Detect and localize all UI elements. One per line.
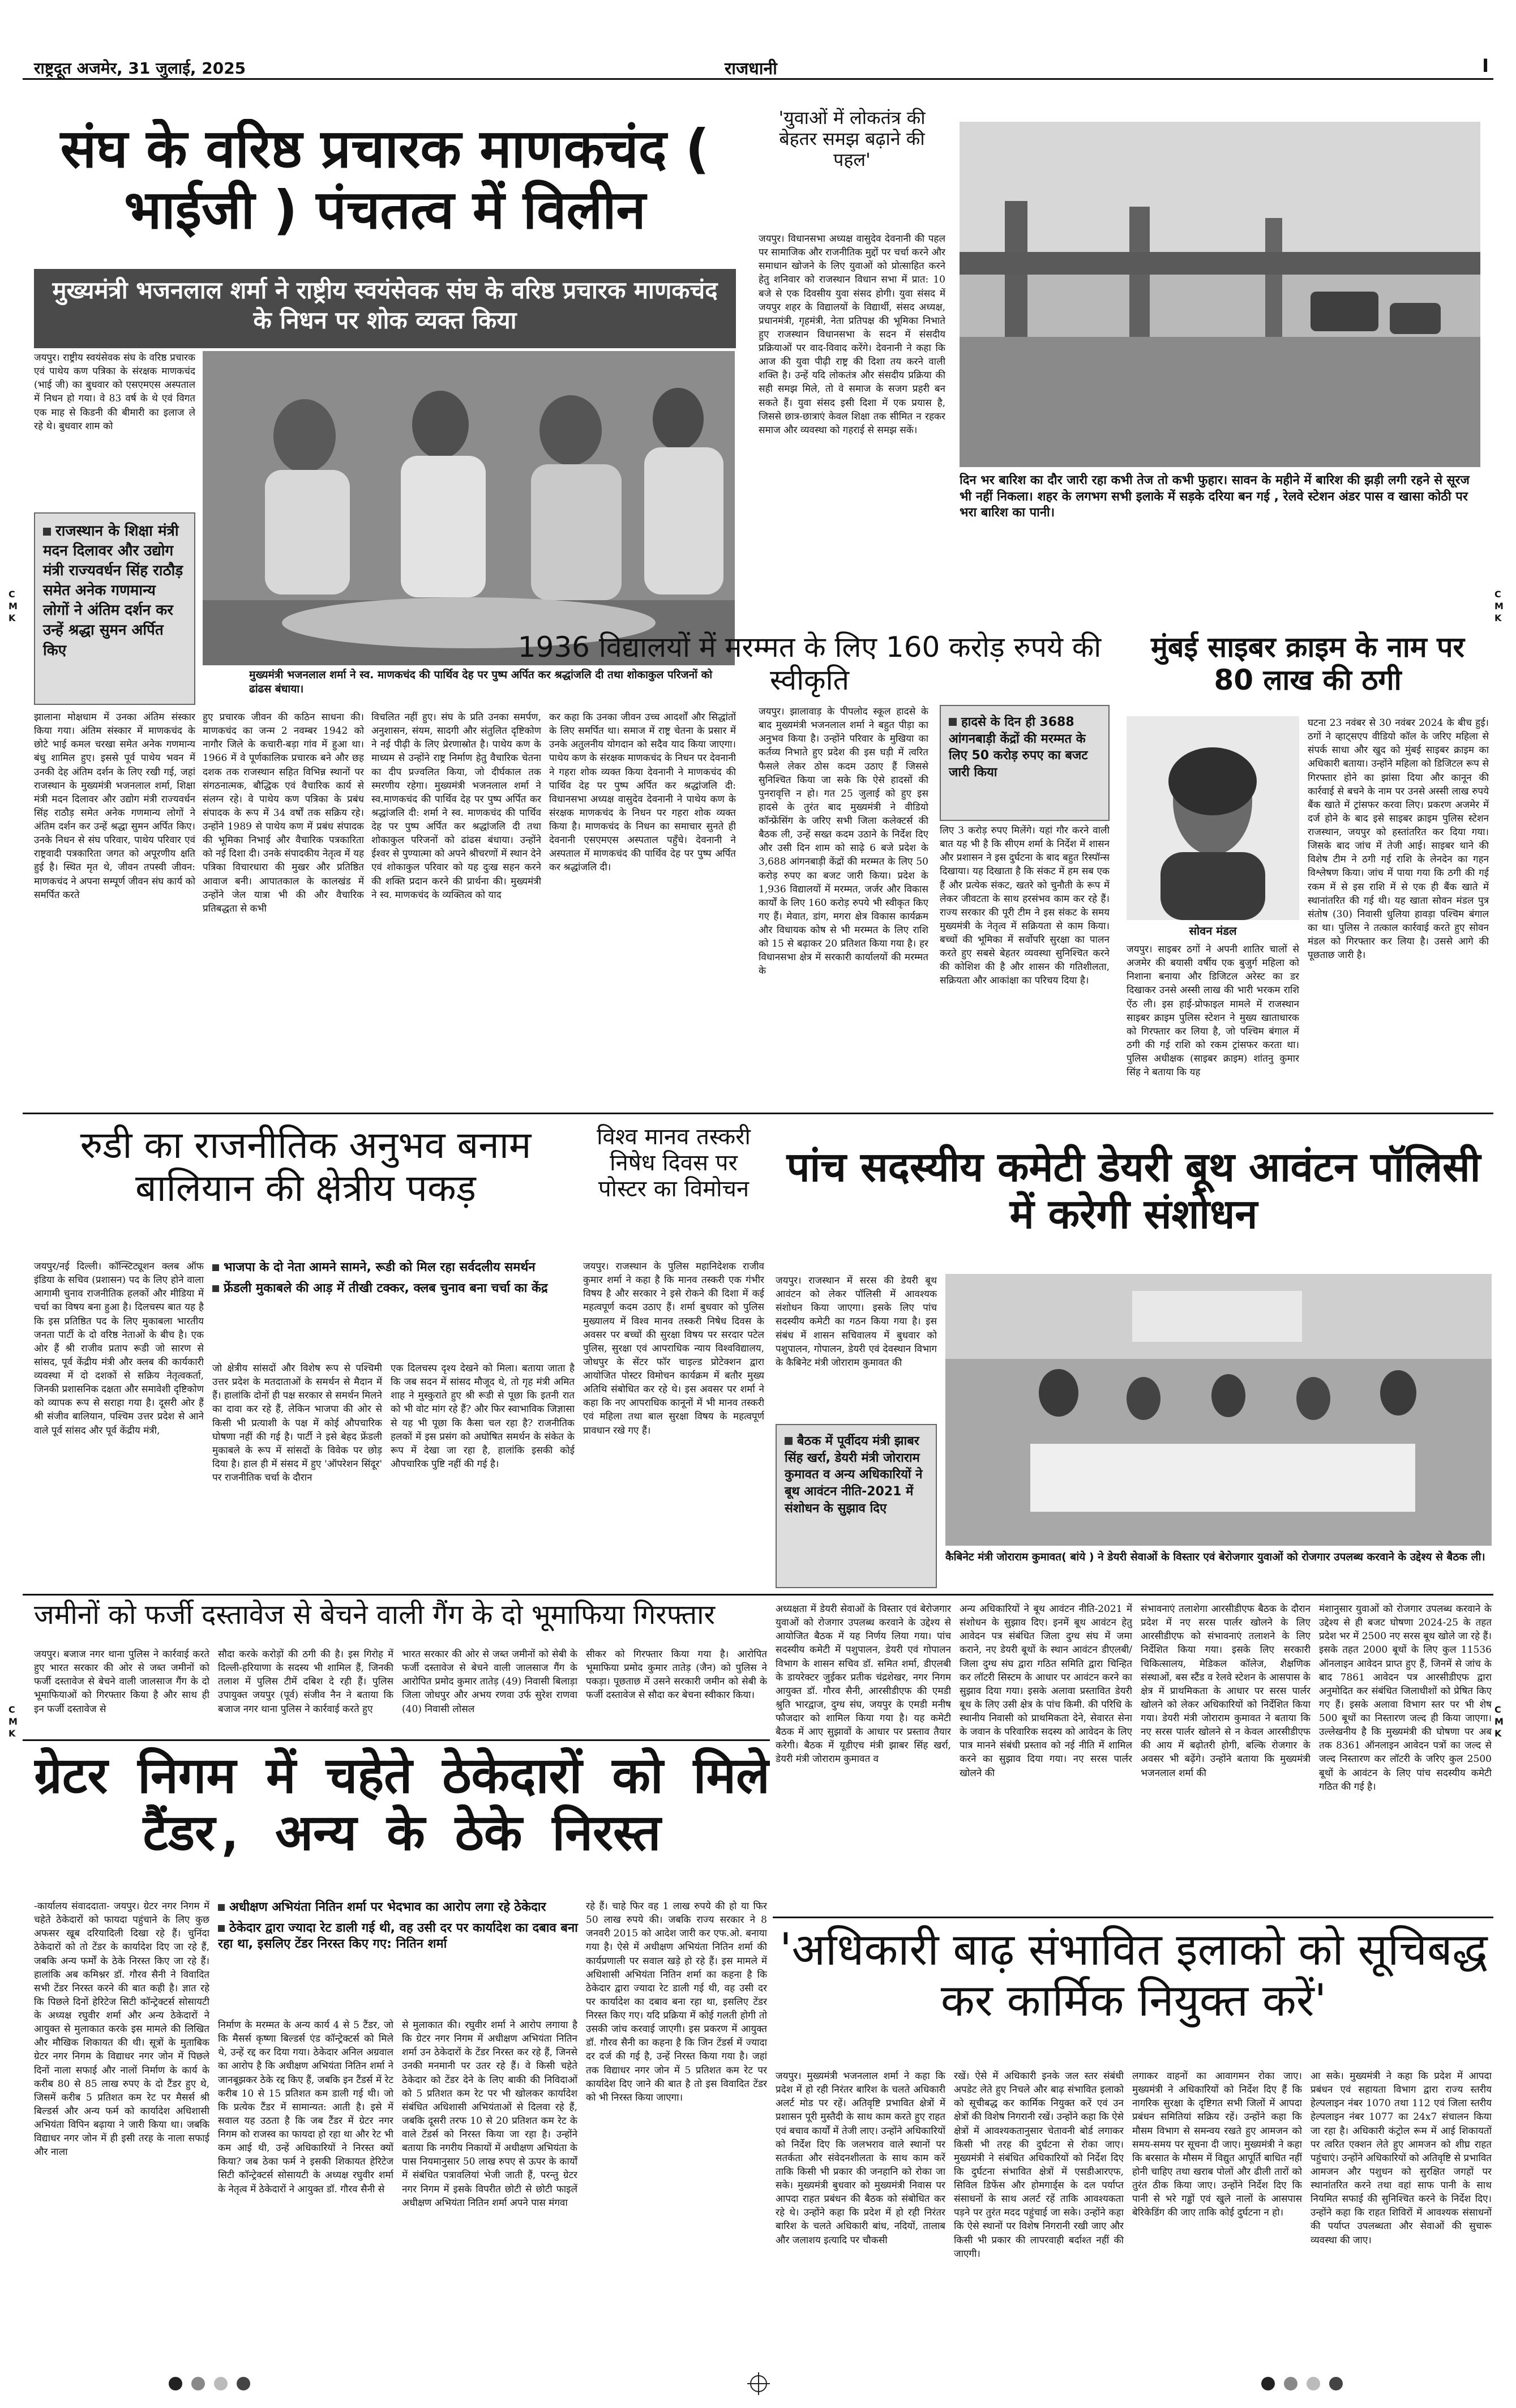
story4-photo-image <box>1127 716 1299 920</box>
story4-photo <box>1127 716 1299 920</box>
story7-pullquote-text: बैठक में पूर्वीदय मंत्री झाबर सिंह खर्रा, डेयरी मंत्री जोराराम कुमावत व अन्य अधिकारियों ने बूथ आवंटन नीति-2021 में संशोधन के सुझाव दिए <box>785 1434 923 1516</box>
story1-col3: विचलित नहीं हुए। संघ के प्रति उनका समर्पण, अनुशासन, संयम, सादगी और संतुलित दृष्टिकोण ने नई पीढ़ी के लिए प्रेरणास्रोत है। पाथेय कण के माध्यम से उन्होंने राष्ट्र निर्माण हेतु वैचारिक चेतना का दीप प्रज्वलित किया, जो दीर्घकाल तक स्मरणीय रहेगा। मुख्यमंत्री भजनलाल शर्मा ने स्व.माणकचंद की पार्थिव देह पर पुष्प अर्पित कर श्रद्धांजलि दी: शर्मा ने स्व. माणकचंद की पार्थिव देह पर पुष्प अर्पित कर श्रद्धांजलि दी तथा शोकाकुल परिजनों को ढांढस बंधाया। उन्होंने ईश्वर से पुण्यात्मा को अपने श्रीचरणों में स्थान देने एवं शोकाकुल परिवार को यह दुःख सहन करने की शक्ति प्रदान करने की प्रार्थना की। मुख्यमंत्री ने स्व. माणकचंद के व्यक्तित्व को याद <box>371 712 541 901</box>
story3-headline-main: 1936 विद्यालयों में मरम्मत के लिए 160 करोड़ रुपये की स्वीकृति <box>517 631 1102 696</box>
story10-headline: 'अधिकारी बाढ़ संभावित इलाको को सूचिबद्ध कर कार्मिक नियुक्त करें' <box>780 1925 1488 2026</box>
story5-col1: जयपुर/नई दिल्ली। कॉन्स्टिट्यूशन क्लब ऑफ इंडिया के सचिव (प्रशासन) पद के लिए होने वाला आगामी चुनाव राजनीतिक हलकों और मीडिया में चर्चा का विषय बना हुआ है। दिलचस्प बात यह है कि इस प्रतिष्ठित पद के लिए मुकाबला भारतीय जनता पार्टी के दो वरिष्ठ नेताओं के बीच है। एक ओर हैं श्री राजीव प्रताप रूडी जो सारण से सांसद, पूर्व केंद्रीय मंत्री और क्लब की कार्यकारी व्यवस्था में दो दशकों से सक्रिय नेतृत्वकर्ता, जिनकी प्रशासनिक दक्षता और समावेशी दृष्टिकोण को व्यापक रूप से सराहा गया है। दूसरी ओर हैं श्री संजीव बालियान, पश्चिम उत्तर प्रदेश से आने वाले पूर्व सांसद और पूर्व केंद्रीय मंत्री, <box>34 1261 204 1436</box>
story1-pullquote-text: राजस्थान के शिक्षा मंत्री मदन दिलावर और उद्योग मंत्री राज्यवर्धन सिंह राठौड़ समेत अनेक गणमान्य लोगों ने अंतिम दर्शन कर उन्हें श्रद्धा सुमन अर्पित किए <box>43 523 183 659</box>
story7-col1: अध्यक्षता में डेयरी सेवाओं के विस्तार एवं बेरोजगार युवाओं को रोजगार उपलब्ध करवाने के उद्देश्य से आयोजित बैठक में यह निर्णय लिया गया। पांच सदस्यीय कमेटी में पशुपालन, डेयरी एवं गोपालन विभाग के शासन सचिव डॉ. समित शर्मा, डीएलबी के डायरेक्टर जुईकर प्रतीक चंद्रशेखर, नगर निगम आयुक्त डॉ. गौरव सैनी, आरसीडीएफ की एमडी श्रुति भारद्वाज, दुग्ध संघ, जयपुर के एमडी मनीष फौजदार को शामिल किया गया है। यह कमेटी बैठक में आए सुझावों के आधार पर प्रस्ताव तैयार करेगी। बैठक में यूडीएच मंत्री झाबर सिंह खर्रा, डेयरी मंत्री जोराराम कुमावत व <box>776 1603 951 1765</box>
story1-photo-image <box>203 351 735 665</box>
story4-photo-label: सोवन मंडल <box>1189 924 1237 938</box>
divider <box>773 1917 1493 1918</box>
story6-headline: विश्व मानव तस्करी निषेध दिवस पर पोस्टर का विमोचन <box>597 1124 751 1202</box>
story9-col3: से मुलाकात की। रघुवीर शर्मा ने आरोप लगाया है कि ग्रेटर नगर निगम में अधीक्षण अभियंता नितिन शर्मा उन ठेकेदारों के टेंडर निरस्त कर रहे हैं, जिनसे उनकी मनमानी पर उतर रहे हैं। वे किसी चहेते ठेकेदार को टेंडर देने के लिए बाकी की निविदाओं को 5 प्रतिशत कम रेट पर भी खोलकर कार्यादेश संबंधित अधिशासी अभियंताओं से दिलवा रहे हैं, जबकि दूसरी तरफ 10 से 20 प्रतिशत कम रेट के वाले टेंडर्स को निरस्त किया जा रहा है। उन्होंने बताया कि नगरीय निकायों में अधीक्षण अभियंता के पास नियमानुसार 50 लाख रुपए से ऊपर के कार्यों में संबंधित पत्रावलियां भेजी जाती हैं, परन्तु ग्रेटर नगर निगम में इसके विपरीत छोटी से छोटी फाइलें अधीक्षण अभियंता नितिन शर्मा अपने पास मंगवा <box>402 2020 577 2209</box>
story7-photo-image <box>945 1274 1492 1546</box>
story5-col2: जो क्षेत्रीय सांसदों और विशेष रूप से पश्चिमी उत्तर प्रदेश के मतदाताओं के समर्थन से मैदान में हैं। हालांकि दोनों ही पक्ष सरकार से समर्थन मिलने का दावा कर रहे हैं, लेकिन भाजपा की ओर से किसी भी प्रत्याशी के पक्ष में कोई औपचारिक घोषणा नहीं की गई है। पार्टी ने इसे बेहद फ्रेंडली मुकाबले के रूप में सांसदों के विवेक पर छोड़ दिया है। हाल ही में संसद में हुए 'ऑपरेशन सिंदूर' पर राजनीतिक चर्चा के दौरान <box>212 1363 382 1483</box>
story1-col2: हुए प्रचारक जीवन की कठिन साधना की। माणकचंद का जन्म 2 नवम्बर 1942 को नागौर जिले के कचारी-बड़ा गांव में हुआ था। 1966 में वे पूर्णकालिक प्रचारक बने और छह दशक तक राजस्थान सहित विभिन्न स्थानों पर संगठनात्मक, बौद्धिक एवं वैचारिक कार्य से संलग्न रहे। वे पाथेय कण पत्रिका के प्रबंध संपादक के रूप में 34 वर्षों तक सक्रिय रहे। उन्होंने 1989 से पाथेय कण में प्रबंध संपादक की भूमिका निभाई और वैचारिक पत्रकारिता को नई दिशा दी। उनके संपादकीय नेतृत्व में यह पत्रिका विचारधारा की मुखर और प्रतिष्ठित आवाज बनी। आपातकाल के कालखंड में उन्होंने जेल यात्रा भी की और वैचारिक प्रतिबद्धता से कभी <box>203 712 364 914</box>
story10-col3: लगाकर वाहनों का आवागमन रोका जाए। मुख्यमंत्री ने अधिकारियों को निर्देश दिए हैं कि नागरिक सुरक्षा के दृष्टिगत सभी जिलों में आपदा प्रबंधन समितियां सक्रिय रहें। उन्होंने कहा कि मौसम विभाग से समन्वय रखते हुए आमजन को समय-समय पर सूचना दी जाए। मुख्यमंत्री ने कहा कि बरसात के मौसम में विद्युत आपूर्ति बाधित नहीं होनी चाहिए तथा खराब पोलों और ढीली तारों को तुरंत ठीक किया जाए। उन्होंने निर्देश दिए कि पानी से भरे गड्ढों एवं खुले नालों के आसपास बेरिकेडिंग की जाए ताकि कोई दुर्घटना न हो। <box>1132 2071 1302 2219</box>
story5-col3: एक दिलचस्प दृश्य देखने को मिला। बताया जाता है कि जब सदन में सांसद मौजूद थे, तो गृह मंत्री अमित शाह ने मुस्कुराते हुए श्री रूडी से पूछा कि इतनी रात को भी वोट मांग रहे हैं? और फिर स्वाभाविक जिज्ञासा से यह भी पूछा कि कैसा चल रहा है? राजनीतिक हलकों में इस प्रसंग को अघोषित समर्थन के संकेत के रूप में देखा जा रहा है, हालांकि इसकी कोई औपचारिक पुष्टि नहीं की गई है। <box>391 1363 575 1470</box>
story1-lead: जयपुर। राष्ट्रीय स्वयंसेवक संघ के वरिष्ठ प्रचारक एवं पाथेय कण पत्रिका के संरक्षक माणकचंद (भाई जी) का बुधवार को एसएमएस अस्पताल में निधन हो गया। वे 83 वर्ष के थे एवं विगत एक माह से किडनी की बीमारी का इलाज ले रहे थे। बुधवार शाम को <box>34 352 195 432</box>
story7-photo-caption: कैबिनेट मंत्री जोराराम कुमावत( बांये ) ने डेयरी सेवाओं के विस्तार एवं बेरोजगार युवाओं को रोजगार उपलब्ध करवाने के उद्देश्य से बैठक ली। <box>945 1551 1485 1563</box>
story10-col4: आ सके। मुख्यमंत्री ने कहा कि प्रदेश में आपदा प्रबंधन एवं सहायता विभाग द्वारा राज्य स्तरीय हेल्पलाइन नंबर 1070 तथा 112 एवं जिला स्तरीय हेल्पलाइन नंबर 1077 का 24x7 संचालन किया जा रहा है। अधिकारी कंट्रोल रूम में आई शिकायतों पर त्वरित एक्शन लेते हुए आमजन को शीघ्र राहत पहुंचाएं। उन्होंने अधिकारियों को अतिवृष्टि से प्रभावित आमजन और पशुधन को सुरक्षित जगहों पर स्थानांतरित करने तथा वहां साफ पानी के साथ नियमित सफाई की सुनिश्चित करने के निर्देश दिए। उन्होंने कहा कि राहत शिविरों में आवश्यक संसाधनों की पर्याप्त उपलब्धता और सेवाओं की सुचारू व्यवस्था की जाए। <box>1311 2071 1492 2246</box>
story3-body2: लिए 3 करोड़ रुपए मिलेंगे। यहां गौर करने वाली बात यह भी है कि सीएम शर्मा के निर्देश में शासन और प्रशासन ने इस दुर्घटना के बाद बहुत रिस्पॉन्स दिखाया। यह दिखाता है कि संकट में हम सब एक हैं और प्रत्येक संकट, खतरे को चुनौती के रूप में लेकर जीवटता के साथ हरसंभव काम कर रहे हैं। राज्य सरकार की पूरी टीम ने इस संकट के समय मुख्यमंत्री के नेतृत्व में सक्रियता से काम किया। बच्चों की भूमिका में सर्वोपरि सुरक्षा का पालन करते हुए सबसे बेहतर व्यवस्था सुनिश्चित करने की कोशिश की है और शासन की गतिशीलता, सक्रियता और आकांक्षा का परिचय दिया है। <box>940 825 1110 987</box>
rain-photo <box>960 122 1480 467</box>
story7-photo <box>945 1274 1492 1546</box>
story4-headline: मुंबई साइबर क्राइम के नाम पर 80 लाख की ठगी <box>1151 631 1464 696</box>
story7-col3: संभावनाएं तलाशेगा आरसीडीएफ बैठक के दौरान प्रदेश में नए सरस पार्लर खोलने के लिए आरसीडीएफ को संभावनाएं तलाशने के लिए निर्देशित किया गया। इसके लिए सरकारी चिकित्सालय, मेडिकल कॉलेज, शैक्षणिक संस्थाओं, बस स्टैंड व रेलवे स्टेशन के आसपास के क्षेत्र में प्राथमिकता के आधार पर सरस पार्लर खोलने को लेकर अधिकारियों को निर्देशित किया गया। डेयरी मंत्री जोराराम कुमावत ने बताया कि नए सरस पार्लर खोलने से न केवल आरसीडीएफ की आय में बढ़ोतरी होगी, बल्कि रोजगार के अवसर भी बढ़ेंगे। उन्होंने बताया कि मुख्यमंत्री भजनलाल शर्मा की <box>1141 1603 1311 1779</box>
story5-subheads <box>212 1260 575 1356</box>
story1-photo-caption: मुख्यमंत्री भजनलाल शर्मा ने स्व. माणकचंद की पार्थिव देह पर पुष्प अर्पित कर श्रद्धांजलि दी तथा शोकाकुल परिजनों को ढांढस बंधाया। <box>249 669 713 695</box>
crop-mark-right-bottom: C M K <box>1494 1704 1504 1739</box>
story7-pullquote <box>776 1424 937 1588</box>
story1-col4: कर कहा कि उनका जीवन उच्च आदर्शों और सिद्धांतों के लिए समर्पित था। समाज में राष्ट्र चेतना के प्रसार में उनके अतुलनीय योगदान को सदैव याद किया जाएगा। पाथेय कण के संरक्षक माणकचंद के निधन पर देवनानी ने गहरा शोक व्यक्त किया देवनानी ने माणकचंद की पार्थिव देह पर पुष्प अर्पित कर श्रद्धांजलि दी: विधानसभा अध्यक्ष वासुदेव देवनानी ने पाथेय कण के संरक्षक माणकचंद के निधन पर गहरा शोक व्यक्त किया है। माणकचंद के निधन का समाचार सुनते ही देवनानी एसएमएस अस्पताल पहुँचे। देवनानी ने अस्पताल में माणकचंद की पार्थिव देह पर पुष्प अर्पित कर श्रद्धांजलि दी। <box>549 712 736 874</box>
story9-col4: रहे हैं। चाहे फिर वह 1 लाख रुपये की हो या फिर 50 लाख रुपये की। जबकि राज्य सरकार ने 8 जनवरी 2015 को आदेश जारी कर एफ.ओ. बनाया गया है। ऐसे में अधीक्षण अभियंता नितिन शर्मा की कार्यप्रणाली पर सवाल खड़े हो रहे हैं। इस मामले में अधिशासी अभियंता नितिन शर्मा का कहना है कि ठेकेदार द्वारा ज्यादा रेट डाली गई थी, वह उसी दर पर कार्यादेश का दबाव बना रहा था, इसलिए टेंडर निरस्त किए गए। यदि प्रक्रिया में कोई गलती होगी तो उसकी जांच करवाई जाएगी। इस प्रकरण में आयुक्त डॉ. गौरव सैनी का कहना है कि जिन टेंडर्स में ज्यादा दर दर्ज की गई है, उन्हें निरस्त किया गया है। जहां तक विद्याधर नगर जोन में 5 प्रतिशत कम रेट पर कार्यादेश दिए जाने की बात है तो इस विवादित टेंडर को भी निरस्त किया जाएगा। <box>586 1901 767 2103</box>
story1-headline: संघ के वरिष्ठ प्रचारक माणकचंद ( भाईजी ) पंचतत्व में विलीन <box>60 119 710 242</box>
story9-col2: निर्माण के मरम्मत के अन्य कार्य 4 से 5 टैंडर, जो कि मैसर्स कृष्णा बिल्डर्स एंड कॉन्ट्रेक्टर्स को मिले थे, उन्हें रद्द कर दिया गया। ठेकेदार अनिल अग्रवाल का आरोप है कि अधीक्षण अभियंता नितिन शर्मा ने जानबूझकर ठेके रद्द किए हैं, जबकि इन टैंडर्स में रेट करीब 10 से 15 प्रतिशत कम डाली गई थी। जो कि प्रत्येक टैंडर में सामान्यत: आती है। इसे में सवाल यह उठता है कि जब टैंडर में ग्रेटर नगर निगम को राजस्व का फायदा हो रहा था और रेट भी कम आई थी, उन्हें अधिकारियों ने निरस्त क्यों किया? जब ठेका फर्म ने इसकी शिकायत हेरिटेज सिटी कॉन्ट्रेक्टर्स सोसायटी के अध्यक्ष रघुवीर शर्मा के नेतृत्व में ठेकेदारों ने आयुक्त डॉ. गौरव सैनी से <box>218 2020 393 2195</box>
story9-subheads <box>218 1900 580 2013</box>
story7-headline: पांच सदस्यीय कमेटी डेयरी बूथ आवंटन पॉलिसी में करेगी संशोधन <box>786 1144 1481 1238</box>
story9-sub2: ठेकेदार द्वारा ज्यादा रेट डाली गई थी, वह उसी दर पर कार्यादेश का दबाव बना रहा था, इसलिए टेंडर निरस्त किए गए: नितिन शर्मा <box>218 1921 578 1952</box>
story8-col1: जयपुर। बजाज नगर थाना पुलिस ने कार्रवाई करते हुए भारत सरकार की ओर से जब्त जमीनों को फर्जी दस्तावेज से बेचने वाली जालसाज गैंग के दो भूमाफियाओं को गिरफ्तार किया है और साथ ही इन फर्जी दस्तावेज से <box>34 1649 209 1715</box>
story9-sub1: अधीक्षण अभियंता नितिन शर्मा पर भेदभाव का आरोप लगा रहे ठेकेदार <box>229 1900 546 1914</box>
page-header <box>23 54 1493 80</box>
bullet-icon <box>785 1437 793 1445</box>
story5-sub1: भाजपा के दो नेता आमने सामने, रूडी को मिल रहा सर्वदलीय समर्थन <box>224 1260 536 1274</box>
story7-col2: अन्य अधिकारियों ने बूथ आवंटन नीति-2021 में संशोधन के सुझाव दिए। इनमें बूथ आवंटन हेतु आवेदन पत्र संबंधित जिला दुग्ध संघ में जमा कराने, नए डेयरी बूथों के स्थान आवंटन डीएलबी/जिला दुग्ध संघ द्वारा गठित समिति द्वारा चिन्हित कर लॉटरी सिस्टम के आधार पर आवंटन करने का सुझाव दिया गया। इसके अलावा प्रस्तावित डेयरी बूथ के लिए उसी क्षेत्र के पांच किमी. की परिधि के स्थानीय निवासी को प्राथमिकता देने, सेवारत सेना के जवान के परिवारिक सदस्य को आवेदन के लिए पात्र मानने संबंधी प्रस्ताव को नई नीति में शामिल करने का सुझाव दिया गया। नए सरस पार्लर खोलने की <box>960 1603 1132 1779</box>
rain-photo-caption: दिन भर बारिश का दौर जारी रहा कभी तेज तो कभी फुहार। सावन के महीने में बारिश की झड़ी लगी रहने से सूरज भी नहीं निकला। शहर के लगभग सभी इलाके में सड़के दरिया बन गई , रेलवे स्टेशन अंडर पास व खासा कोठी पर भरा बारिश का पानी। <box>960 473 1470 520</box>
registration-marks-icon <box>23 2369 1493 2398</box>
story4-body2: घटना 23 नवंबर से 30 नवंबर 2024 के बीच हुई। ठगों ने व्हाट्सएप वीडियो कॉल के जरिए महिला से संपर्क साधा और खुद को मुंबई साइबर क्राइम का अधिकारी बताया। उन्होंने महिला को डिजिटल रूप से गिरफ्तार होने का झांसा दिया और कानून की कार्रवाई से बचने के नाम पर उनसे अस्सी लाख रुपये बैंक खाते में ट्रांसफर करवा लिए। प्रकरण अजमेर में दर्ज होने के बाद इसे साइबर क्राइम पुलिस स्टेशन राजस्थान, जयपुर को हस्तांतरित कर दिया गया। जिसके बाद जांच में तेजी आई। साइबर थाने की विशेष टीम ने ठगी गई राशि के लेनदेन का गहन विश्लेषण किया। जांच में पाया गया कि ठगी की गई रकम में से इस राशि में से एक ही बैंक खाते में स्थानांतरित की गई थी। यह खाता सोवन मंडल पुत्र संतोष (30) निवासी धुलिया हावड़ा पश्चिम बंगाल का था। पुलिस ने तत्काल कार्रवाई करते हुए सोवन मंडल को गिरफ्तार कर लिया है। उससे आगे की पूछताछ जारी है। <box>1308 717 1489 961</box>
story8-headline: जमीनों को फर्जी दस्तावेज से बेचने वाली गैंग के दो भूमाफिया गिरफ्तार <box>34 1599 716 1631</box>
crop-mark-left-top: C M K <box>8 589 18 623</box>
bullet-icon <box>212 1285 219 1292</box>
rain-photo-image <box>960 122 1480 467</box>
story1-col1: झालाना मोक्षधाम में उनका अंतिम संस्कार किया गया। अंतिम संस्कार में माणकचंद के छोटे भाई कमल चरखा समेत अनेक गणमान्य बंधु शामिल हुए। इससे पूर्व पाथेय भवन में उनकी देह अंतिम दर्शन के लिए रखी गई, जहां राजस्थान के मुख्यमंत्री भजनलाल शर्मा, शिक्षा मंत्री मदन दिलावर और उद्योग मंत्री राज्यवर्धन सिंह राठौड़ समेत अनेक गणमान्य लोगों ने अंतिम दर्शन कर उन्हें श्रद्धा सुमन अर्पित किए। उनके निधन से संघ परिवार, पाथेय परिवार एवं राष्ट्रवादी पत्रकारिता जगत को अपूरणीय क्षति हुई है। स्थित मृत थे, जीवन तपस्वी जीवन: माणकचंद ने अपना सम्पूर्ण जीवन संघ कार्य को समर्पित करते <box>34 712 195 901</box>
divider <box>23 1594 1493 1596</box>
story6-body: जयपुर। राजस्थान के पुलिस महानिदेशक राजीव कुमार शर्मा ने कहा है कि मानव तस्करी एक गंभीर विषय है और सरकार ने इसे रोकने की दिशा में कई महत्वपूर्ण कदम उठाए हैं। शर्मा बुधवार को पुलिस मुख्यालय में विश्व मानव तस्करी निषेध दिवस के अवसर पर बच्चों की सुरक्षा विषय पर सरदार पटेल पुलिस, सुरक्षा एवं आपराधिक न्याय विश्वविद्यालय, जोधपुर के सेंटर फॉर चाइल्ड प्रोटेक्शन द्वारा आयोजित पोस्टर विमोचन कार्यक्रम में बतौर मुख्य अतिथि संबोधित कर रहे थे। इस अवसर पर शर्मा ने कहा कि नए आपराधिक कानूनों में भी मानव तस्करी एवं महिला तथा बाल सुरक्षा विषय के महत्वपूर्ण प्रावधान रखे गए हैं। <box>583 1261 764 1436</box>
story1-photo <box>203 351 735 665</box>
story10-col2: रखें। ऐसे में अधिकारी इनके जल स्तर संबंधी अपडेट लेते हुए निचले और बाढ़ संभावित इलाको को सूचीबद्ध कर कार्मिक नियुक्त करें एवं उन क्षेत्रों की विशेष निगरानी रखें। उन्होंने कहा कि ऐसे क्षेत्रों में आवश्यकतानुसार चेतावनी बोर्ड लगाकर किसी भी तरह की दुर्घटना से रोका जाए। मुख्यमंत्री ने संबंधित अधिकारियों को निर्देश दिए कि दुर्घटना संभावित क्षेत्रों में एसडीआरएफ, सिविल डिफेंस और होमगार्ड्स के दल पर्याप्त संसाधनों के साथ अलर्ट रहें ताकि आवश्यकता पड़ने पर तुरंत मदद पहुंचाई जा सके। उन्होंने कहा कि ऐसे स्थानों पर विशेष निगरानी रखी जाए और किसी भी प्रकार की लापरवाही बर्दाश्त नहीं की जाएगी। <box>954 2071 1124 2260</box>
story8-col3: भारत सरकार की ओर से जब्त जमीनों को सेबी के फर्जी दस्तावेज से बेचने वाली जालसाज गैंग के आरोपित प्रमोद कुमार तातेड़ (49) निवासी बिलाड़ा जिला जोधपुर और अभय रणवा उर्फ सुरेश राणवा (40) निवासी लोसल <box>402 1649 577 1715</box>
story3-pullquote-text: हादसे के दिन ही 3688 आंगनबाड़ी केंद्रों की मरम्मत के लिए 50 करोड़ रुपए का बजट जारी किया <box>949 715 1088 780</box>
story4-body1: जयपुर। साइबर ठगों ने अपनी शातिर चालों से अजमेर की बयासी वर्षीय एक बुजुर्ग महिला को निशाना बनाया और डिजिटल अरेस्ट का डर दिखाकर उनसे अस्सी लाख की भारी भरकम राशि ऐंठ ली। इस हाई-प्रोफाइल मामले में राजस्थान साइबर क्राइम पुलिस स्टेशन ने मुख्य खाताधारक को गिरफ्तार कर लिया है, जो पश्चिम बंगाल में ठगी की गई राशि को रकम ट्रांसफर करता था। पुलिस अधीक्षक (साइबर क्राइम) शांतनु कुमार सिंह ने बताया कि यह <box>1127 944 1299 1079</box>
story7-body1: जयपुर। राजस्थान में सरस की डेयरी बूथ आवंटन को लेकर पॉलिसी में आवश्यक संशोधन किया जाएगा। इसके लिए पांच सदस्यीय कमेटी का गठन किया गया है। इस संबंध में शासन सचिवालय में बुधवार को पशुपालन, गोपालन, डेयरी एवं देवस्थान विभाग के कैबिनेट मंत्री जोराराम कुमावत की <box>776 1275 937 1368</box>
bullet-icon <box>43 528 51 536</box>
story5-sub2: फ्रेंडली मुकाबले की आड़ में तीखी टक्कर, क्लब चुनाव बना चर्चा का केंद्र <box>224 1281 548 1295</box>
header-section: राजधानी <box>725 59 777 79</box>
bullet-icon <box>218 1925 225 1932</box>
story8-col4: सीकर को गिरफ्तार किया गया है। आरोपित भूमाफिया प्रमोद कुमार तातेड़ (जैन) को पुलिस ने पकड़ा। पूछताछ में उसने सरकारी जमीन को सेबी के फर्जी दस्तावेज से सौदा कर बेचना स्वीकार किया। <box>586 1649 767 1701</box>
bullet-icon <box>218 1904 225 1911</box>
story7-col4: मंशानुसार युवाओं को रोजगार उपलब्ध करवाने के उद्देश्य से ही बजट घोषणा 2024-25 के तहत प्रदेश भर में 2500 नए सरस बूथ खोले जा रहे हैं। इसके तहत 2000 बूथों के लिए कुल 11536 ऑनलाइन आवेदन प्राप्त हुए हैं, जिनमें से जांच के बाद 7861 आवेदन पत्र आरसीडीएफ द्वारा अनुमोदित कर संबंधित जिलाधीशों को प्रेषित किए गए हैं। इसके अलावा विभाग स्तर पर भी शेष 500 बूथों का निस्तारण जल्द ही किया जाएगा। उल्लेखनीय है कि मुख्यमंत्री की घोषणा पर अब तक 8361 ऑनलाइन आवेदन पत्रों का जल्द से जल्द निस्तारण कर लॉटरी के जरिए कुल 2500 बूथों के आवंटन के लिए पांच सदस्यीय कमेटी गठित की गई है। <box>1319 1603 1492 1793</box>
header-page-number: I <box>1482 55 1489 76</box>
divider <box>23 1739 770 1741</box>
story9-headline: ग्रेटर निगम में चहेते ठेकेदारों को मिले टैंडर, अन्य के ठेके निरस्त <box>34 1747 770 1862</box>
crop-mark-right-top: C M K <box>1494 589 1504 623</box>
story8-col2: सौदा करके करोड़ों की ठगी की है। इस गिरोह में दिल्ली-हरियाणा के सदस्य भी शामिल हैं, जिनकी तलाश में पुलिस टीमें दबिश दे रही हैं। पुलिस उपायुक्त जयपुर (पूर्व) संजीव नैन ने बताया कि बजाज नगर थाना पुलिस ने कार्रवाई करते हुए <box>218 1649 393 1715</box>
story3-body1: जयपुर। झालावाड़ के पीपलोद स्कूल हादसे के बाद मुख्यमंत्री भजनलाल शर्मा ने बहुत पीड़ा का अनुभव किया है। उन्होंने परिवार के मुखिया का कर्तव्य निभाते हुए प्रदेश की इस घड़ी में त्वरित फैसले लेकर ठोस कदम उठाए हैं जिससे सुनिश्चित किया जा सके कि ऐसे हादसों की पुनरावृत्ति न हो। गत 25 जुलाई को हुए इस हादसे के तुरंत बाद मुख्यमंत्री ने वीडियो कॉन्फ्रेंसिंग के जरिए सभी जिला कलेक्टर्स की बैठक ली, उन्हें सख्त कदम उठाने के निर्देश दिए और उसी दिन शाम को साढ़े 6 बजे प्रदेश के 3,688 आंगनबाड़ी केंद्रों की मरम्मत के लिए 50 करोड़ रुपए का बजट जारी किया। प्रदेश के 1,936 विद्यालयों में मरम्मत, जर्जर और विकास कार्यों के लिए 160 करोड़ रुपये भी स्वीकृत किए गए हैं। मेवात, डांग, मगरा क्षेत्र विकास कार्यक्रम और विधायक कोष से भी मरम्मत के लिए राशि को 15 से बढ़ाकर 20 प्रतिशत किया गया है। हर विधानसभा क्षेत्र में सरकारी कार्यालयों की मरम्मत के <box>759 706 928 977</box>
story2-body: जयपुर। विधानसभा अध्यक्ष वासुदेव देवनानी की पहल पर सामाजिक और राजनीतिक मुद्दों पर चर्चा करने और समाधान खोजने के लिए युवाओं को प्रोत्साहित करने हेतु शनिवार को राजस्थान विधान सभा में प्रात: 10 बजे से एक दिवसीय युवा संसद होगी। युवा संसद में जयपुर शहर के विद्यालयों के विद्यार्थी, संसद अध्यक्ष, प्रधानमंत्री, गृहमंत्री, नेता प्रतिपक्ष की भूमिका निभाते हुए राजस्थान विधानसभा के सदन में संसदीय प्रक्रियाओं पर वाद-विवाद करेंगे। देवनानी ने कहा कि आज की युवा पीढ़ी राष्ट्र की दिशा तय करने वाली शक्ति है। उन्हें यदि लोकतंत्र और संसदीय प्रक्रिया की सही समझ मिले, तो वे समाज के सजग प्रहरी बन सकते हैं। युवा संसद इसी दिशा में एक प्रयास है, जिससे छात्र-छात्राएं केवल शिक्षा तक सीमित न रहकर समाज और व्यवस्था को गहराई से समझ सकें। <box>759 233 945 436</box>
story5-headline: रुडी का राजनीतिक अनुभव बनाम बालियान की क्षेत्रीय पकड़ <box>80 1124 532 1210</box>
crop-mark-left-bottom: C M K <box>8 1704 18 1739</box>
footer-registration-marks <box>23 2369 1493 2398</box>
bullet-icon <box>212 1264 219 1271</box>
story2-headline: 'युवाओं में लोकतंत्र की बेहतर समझ बढ़ाने की पहल' <box>778 108 926 170</box>
bullet-icon <box>949 718 957 726</box>
header-dateline: राष्ट्रदूत अजमेर, 31 जुलाई, 2025 <box>34 59 246 78</box>
story1-pullquote <box>34 512 195 705</box>
divider <box>23 1113 1493 1114</box>
story3-pullquote <box>940 705 1110 821</box>
story10-col1: जयपुर। मुख्यमंत्री भजनलाल शर्मा ने कहा कि प्रदेश में हो रही निरंतर बारिश के चलते अधिकारी अलर्ट मोड पर रहें। अतिवृष्टि प्रभावित क्षेत्रों में प्रशासन पूरी मुस्तैदी के साथ काम करते हुए राहत एवं बचाव कार्यों में तेजी लाए। उन्होंने अधिकारियों को निर्देश दिए कि जलभराव वाले स्थानों पर सतर्कता और संवेदनशीलता के साथ काम करें ताकि किसी भी प्रकार की जनहानि को रोका जा सके। मुख्यमंत्री बुधवार को मुख्यमंत्री निवास पर आपदा राहत प्रबंधन की बैठक को संबोधित कर रहे थे। उन्होंने कहा कि प्रदेश में हो रही निरंतर बारिश के चलते अधिकारी बांध, नदियों, तालाब और जलाशय इत्यादि पर चौकसी <box>776 2071 945 2246</box>
story1-deck: मुख्यमंत्री भजनलाल शर्मा ने राष्ट्रीय स्वयंसेवक संघ के वरिष्ठ प्रचारक माणकचंद के निधन पर शोक व्यक्त किया <box>34 269 736 348</box>
story9-col1: -कार्यालय संवाददाता- जयपुर। ग्रेटर नगर निगम में चहेते ठेकेदारों को फायदा पहुंचाने के लिए कुछ अफसर खूब दरियादिली दिखा रहे हैं। चुनिंदा ठेकेदारों को तो टेंडर के कार्यादेश दिए जा रहे हैं, जबकि अन्य फर्मों के ठेके निरस्त किए जा रहे हैं। हालांकि अब कमिश्नर डॉ. गौरव सैनी ने विवादित सभी टेंडर निरस्त करने की बात कही है। ज्ञात रहे कि पिछले दिनों हेरिटेज सिटी कॉन्ट्रेक्टर्स सोसायटी के अध्यक्ष रघुवीर शर्मा और अन्य ठेकेदारों ने आयुक्त से मुलाकात करके इस मामले की लिखित और मौखिक शिकायत की थी। सूत्रों के मुताबिक ग्रेटर नगर निगम के विद्याधर नगर जोन में पिछले दिनों नाला सफाई और नालों निर्माण के कार्य के करीब 80 से 85 लाख रुपए के दो टैंडर हुए थे, जिसमें करीब 5 प्रतिशत कम रेट पर मैसर्स श्री बिल्डर्स और अन्य फर्म को कार्यादेश अधिशासी अभियंता विपिन बढ़ाया ने जारी किया था। जबकि विद्याधर नगर जोन में ही इसी तरह के नाला सफाई और नाला <box>34 1901 209 2158</box>
